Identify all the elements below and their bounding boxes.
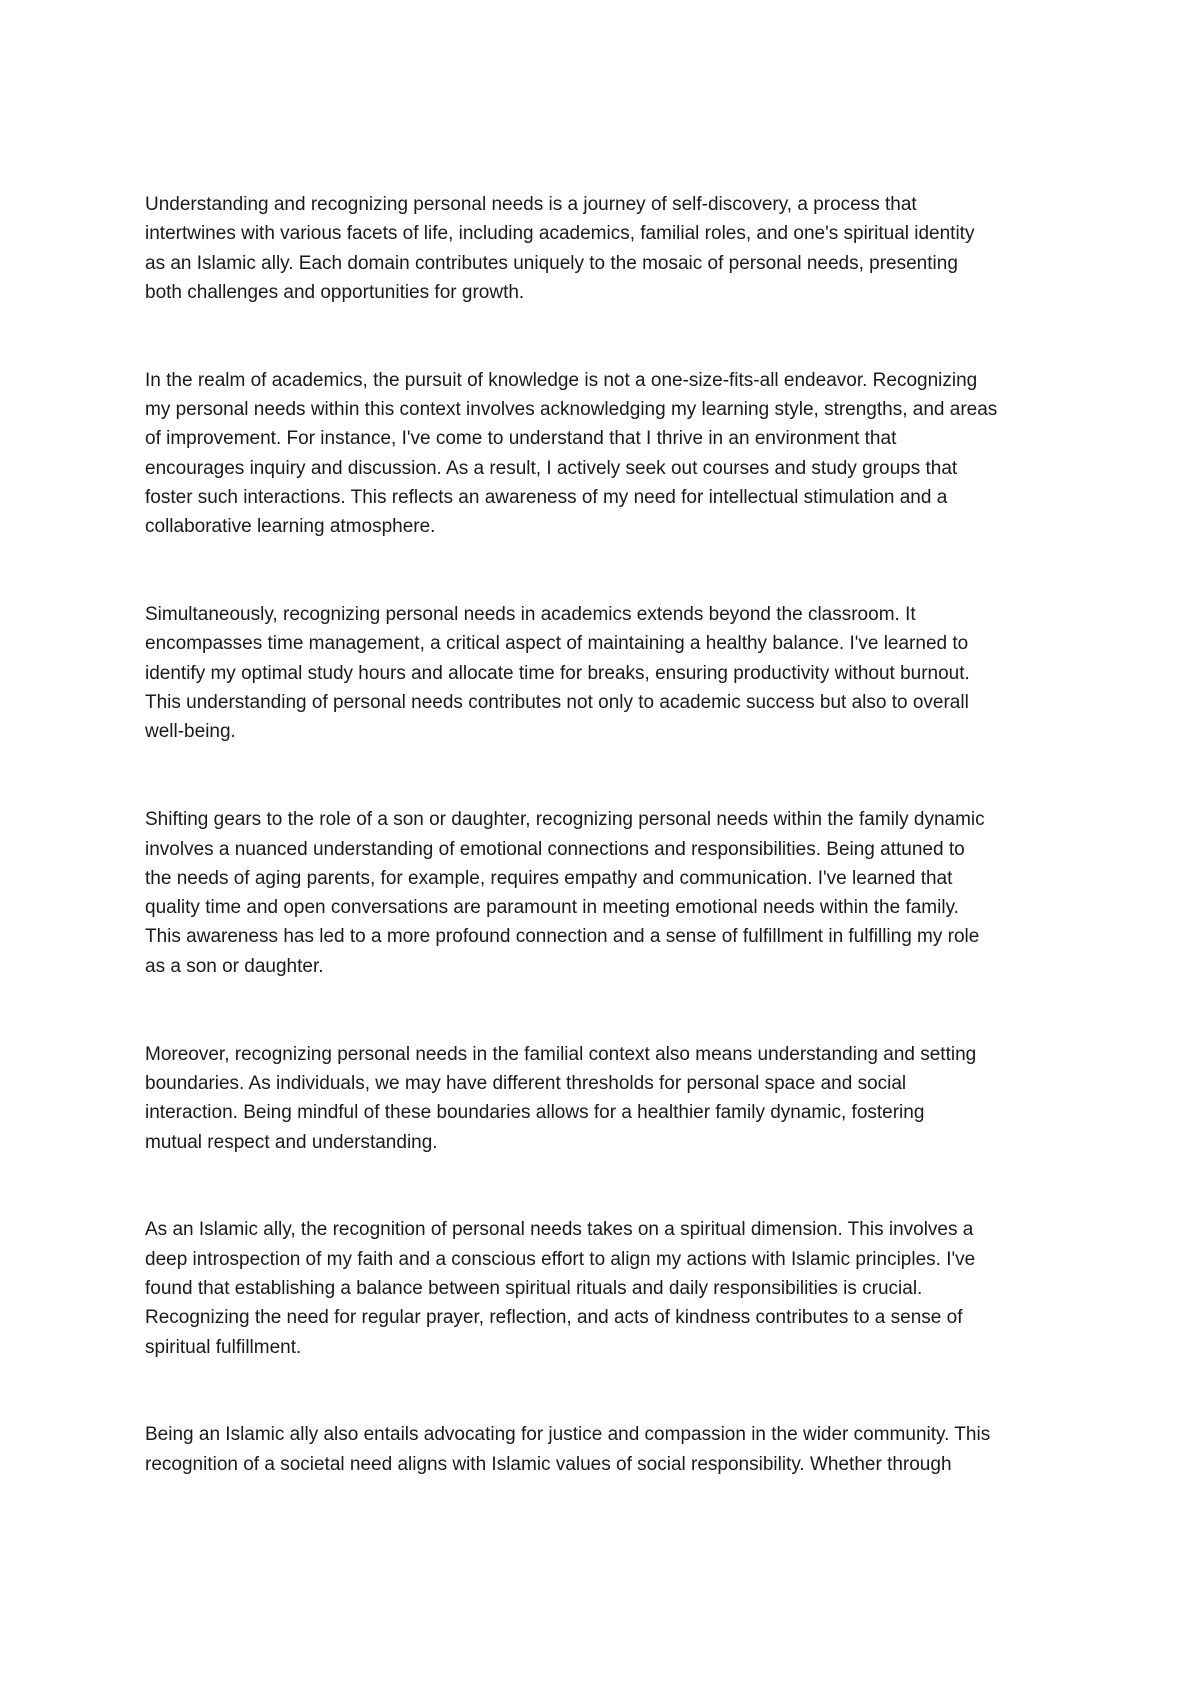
text-line: identify my optimal study hours and allocate time for breaks, ensuring productivity without burnout. (145, 662, 970, 684)
text-line: Shifting gears to the role of a son or daughter, recognizing personal needs within the family dynamic (145, 809, 985, 831)
paragraph-introduction (145, 190, 1065, 307)
text-line: found that establishing a balance between spiritual rituals and daily responsibilities is crucial. (145, 1277, 923, 1299)
text-line: the needs of aging parents, for example, requires empathy and communication. I've learned that (145, 867, 953, 889)
paragraph-spacer (145, 542, 1065, 601)
text-line: As an Islamic ally, the recognition of personal needs takes on a spiritual dimension. This involves a (145, 1219, 974, 1241)
text-line: as a son or daughter. (145, 955, 324, 977)
text-line: encourages inquiry and discussion. As a result, I actively seek out courses and study groups that (145, 457, 958, 479)
text-line: Moreover, recognizing personal needs in the familial context also means understanding and setting (145, 1043, 977, 1065)
text-line: boundaries. As individuals, we may have different thresholds for personal space and social (145, 1072, 907, 1094)
text-line: my personal needs within this context involves acknowledging my learning style, strengths, and areas (145, 399, 998, 421)
paragraph-spacer (145, 981, 1065, 1040)
text-line: deep introspection of my faith and a conscious effort to align my actions with Islamic principles. I've (145, 1248, 976, 1270)
text-line: foster such interactions. This reflects an awareness of my need for intellectual stimulation and a (145, 486, 948, 508)
text-line: Understanding and recognizing personal needs is a journey of self-discovery, a process that (145, 194, 917, 215)
paragraph-community (145, 1420, 1065, 1479)
text-line: well-being. (145, 721, 236, 743)
text-line: encompasses time management, a critical aspect of maintaining a healthy balance. I've learned to (145, 633, 969, 655)
text-line: Simultaneously, recognizing personal needs in academics extends beyond the classroom. It (145, 604, 916, 626)
text-line: involves a nuanced understanding of emotional connections and responsibilities. Being attuned to (145, 838, 965, 860)
text-line: This understanding of personal needs contributes not only to academic success but also to overall (145, 692, 969, 714)
paragraph-academics (145, 366, 1065, 542)
paragraph-spacer (145, 307, 1065, 366)
text-line: recognition of a societal need aligns with Islamic values of social responsibility. Whether through (145, 1453, 952, 1475)
text-line: Being an Islamic ally also entails advocating for justice and compassion in the wider community. This (145, 1424, 991, 1446)
text-line: In the realm of academics, the pursuit of knowledge is not a one-size-fits-all endeavor. Recognizing (145, 369, 978, 391)
text-line: quality time and open conversations are paramount in meeting emotional needs within the family. (145, 897, 959, 919)
text-line: both challenges and opportunities for growth. (145, 281, 525, 303)
text-line: spiritual fulfillment. (145, 1336, 302, 1358)
text-line: intertwines with various facets of life, including academics, familial roles, and one's spiritual identity (145, 223, 975, 245)
paragraph-family-role (145, 805, 1065, 981)
document-body (145, 190, 1065, 1479)
text-line: This awareness has led to a more profound connection and a sense of fulfillment in fulfilling my role (145, 926, 980, 948)
paragraph-spacer (145, 1362, 1065, 1421)
text-line: collaborative learning atmosphere. (145, 516, 436, 538)
text-line: mutual respect and understanding. (145, 1131, 438, 1153)
paragraph-spacer (145, 747, 1065, 806)
paragraph-boundaries (145, 1040, 1065, 1157)
paragraph-time-management (145, 600, 1065, 746)
text-line: Recognizing the need for regular prayer, reflection, and acts of kindness contributes to a sense of (145, 1307, 963, 1329)
text-line: of improvement. For instance, I've come to understand that I thrive in an environment that (145, 428, 897, 450)
paragraph-spacer (145, 1157, 1065, 1216)
paragraph-spiritual (145, 1215, 1065, 1361)
text-line: interaction. Being mindful of these boundaries allows for a healthier family dynamic, fostering (145, 1102, 925, 1124)
text-line: as an Islamic ally. Each domain contributes uniquely to the mosaic of personal needs, presenting (145, 252, 958, 274)
